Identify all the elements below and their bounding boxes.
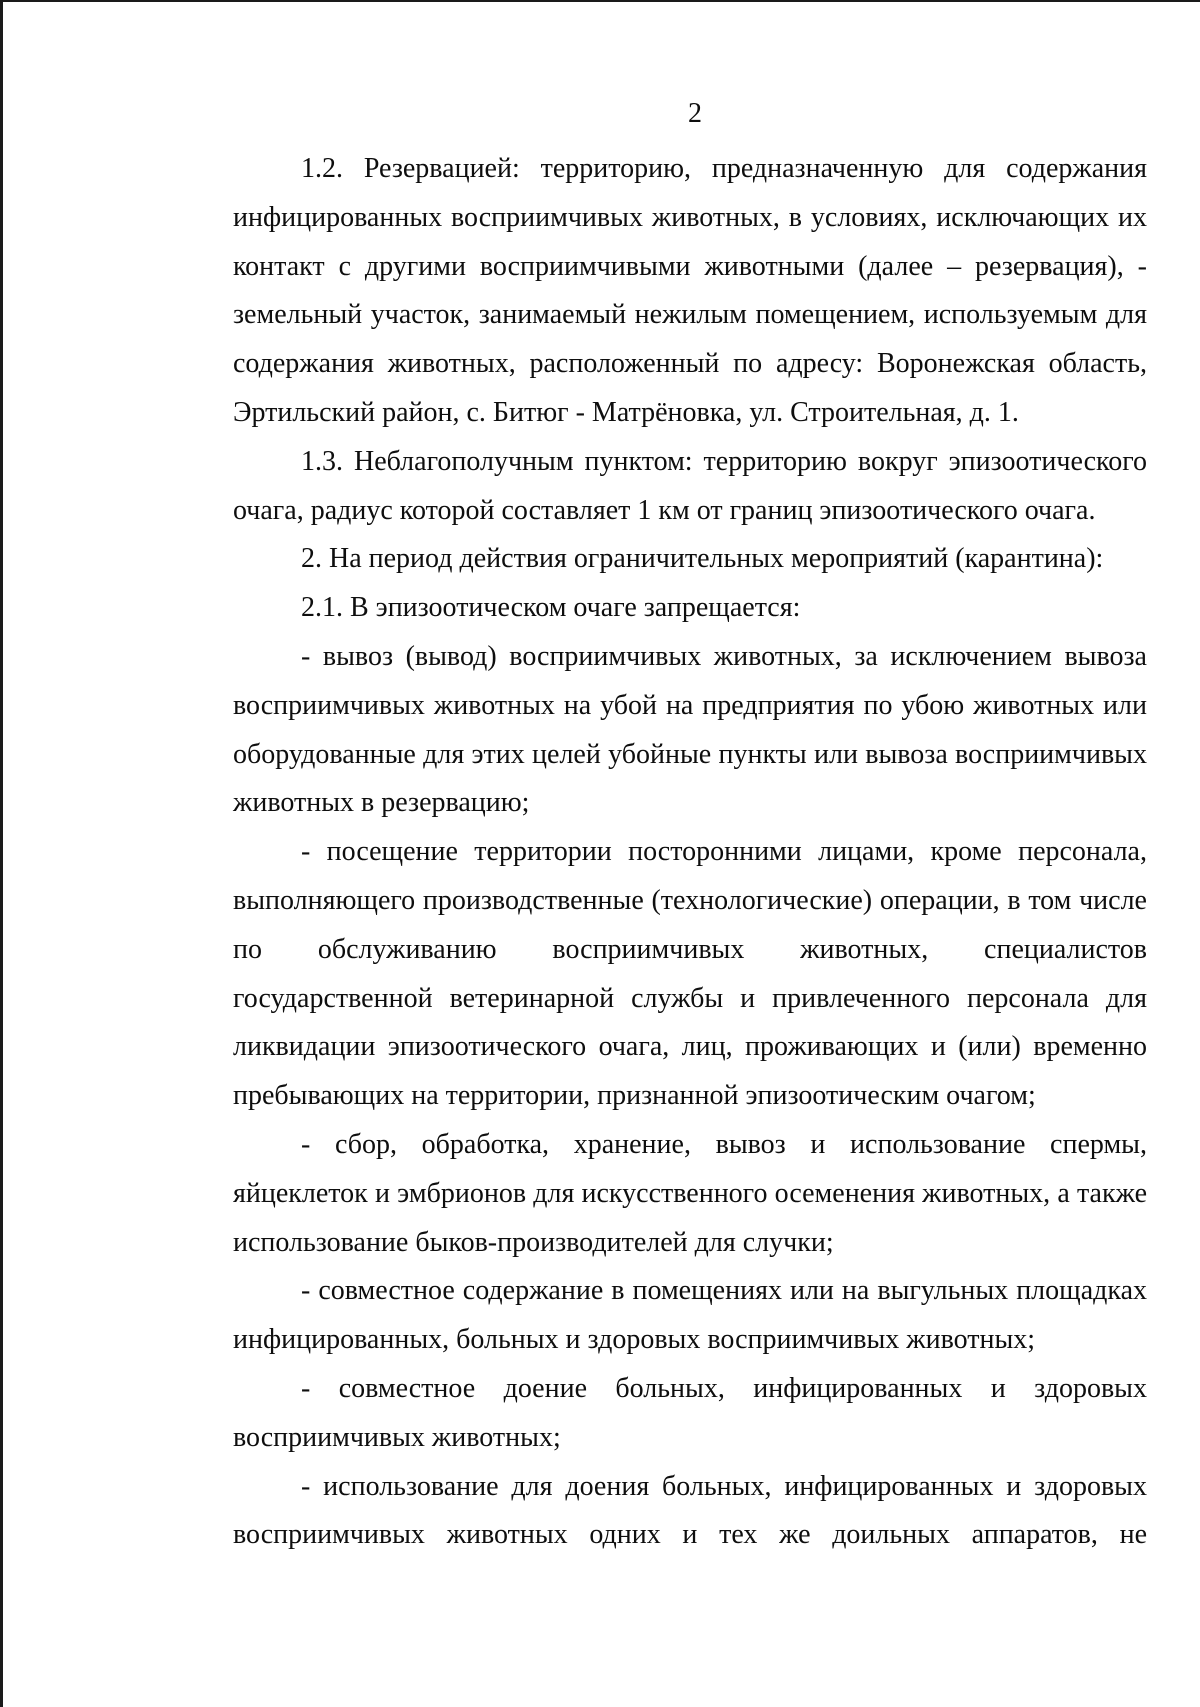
paragraph-quarantine-period: 2. На период действия ограничительных мероприятий (карантина):	[301, 543, 1104, 575]
paragraph-unfavorable-point-definition: 1.3. Неблагополучным пунктом: территорию вокруг эпизоотического очага, радиус которой составляет 1 км от границ эпизоотического очага.	[233, 445, 1147, 526]
paragraph-reservation-definition: 1.2. Резервацией: территорию, предназначенную для содержания инфицированных восприимчивых животных, в условиях, исключающих их контакт с другими восприимчивыми животными (далее – резервация), - земельный участок, занимаемый нежилым помещением, используемым для содержания животных, расположенный по адресу: Воронежская область, Эртильский район, с. Битюг - Матрёновка, ул. Строительная, д. 1.	[233, 153, 1147, 428]
list-item-joint-keeping: - совместное содержание в помещениях или на выгульных площадках инфицированных, больных и здоровых восприимчивых животных;	[233, 1275, 1147, 1356]
list-item-milking-equipment: - использование для доения больных, инфицированных и здоровых восприимчивых животных одних и тех же доильных аппаратов, не	[233, 1470, 1147, 1551]
list-item-visiting-territory: - посещение территории посторонними лицами, кроме персонала, выполняющего производственные (технологические) операции, в том числе по обслуживанию восприимчивых животных, специалистов государственной ветеринарной службы и привлеченного персонала для ликвидации эпизоотического очага, лиц, проживающих и (или) временно пребывающих на территории, признанной эпизоотическим очагом;	[233, 836, 1147, 1112]
list-item-animal-export: - вывоз (вывод) восприимчивых животных, за исключением вывоза восприимчивых животных на убой на предприятия по убою животных или оборудованные для этих целей убойные пункты или вывоза восприимчивых животных в резервацию;	[233, 640, 1147, 819]
list-item-semen-collection: - сбор, обработка, хранение, вывоз и использование спермы, яйцеклеток и эмбрионов для искусственного осеменения животных, а также использование быков-производителей для случки;	[233, 1128, 1147, 1258]
list-item-joint-milking: - совместное доение больных, инфицированных и здоровых восприимчивых животных;	[233, 1372, 1147, 1453]
paragraph-prohibitions-heading: 2.1. В эпизоотическом очаге запрещается:	[301, 592, 801, 624]
page-number: 2	[688, 98, 702, 129]
document-body	[233, 145, 1147, 1560]
